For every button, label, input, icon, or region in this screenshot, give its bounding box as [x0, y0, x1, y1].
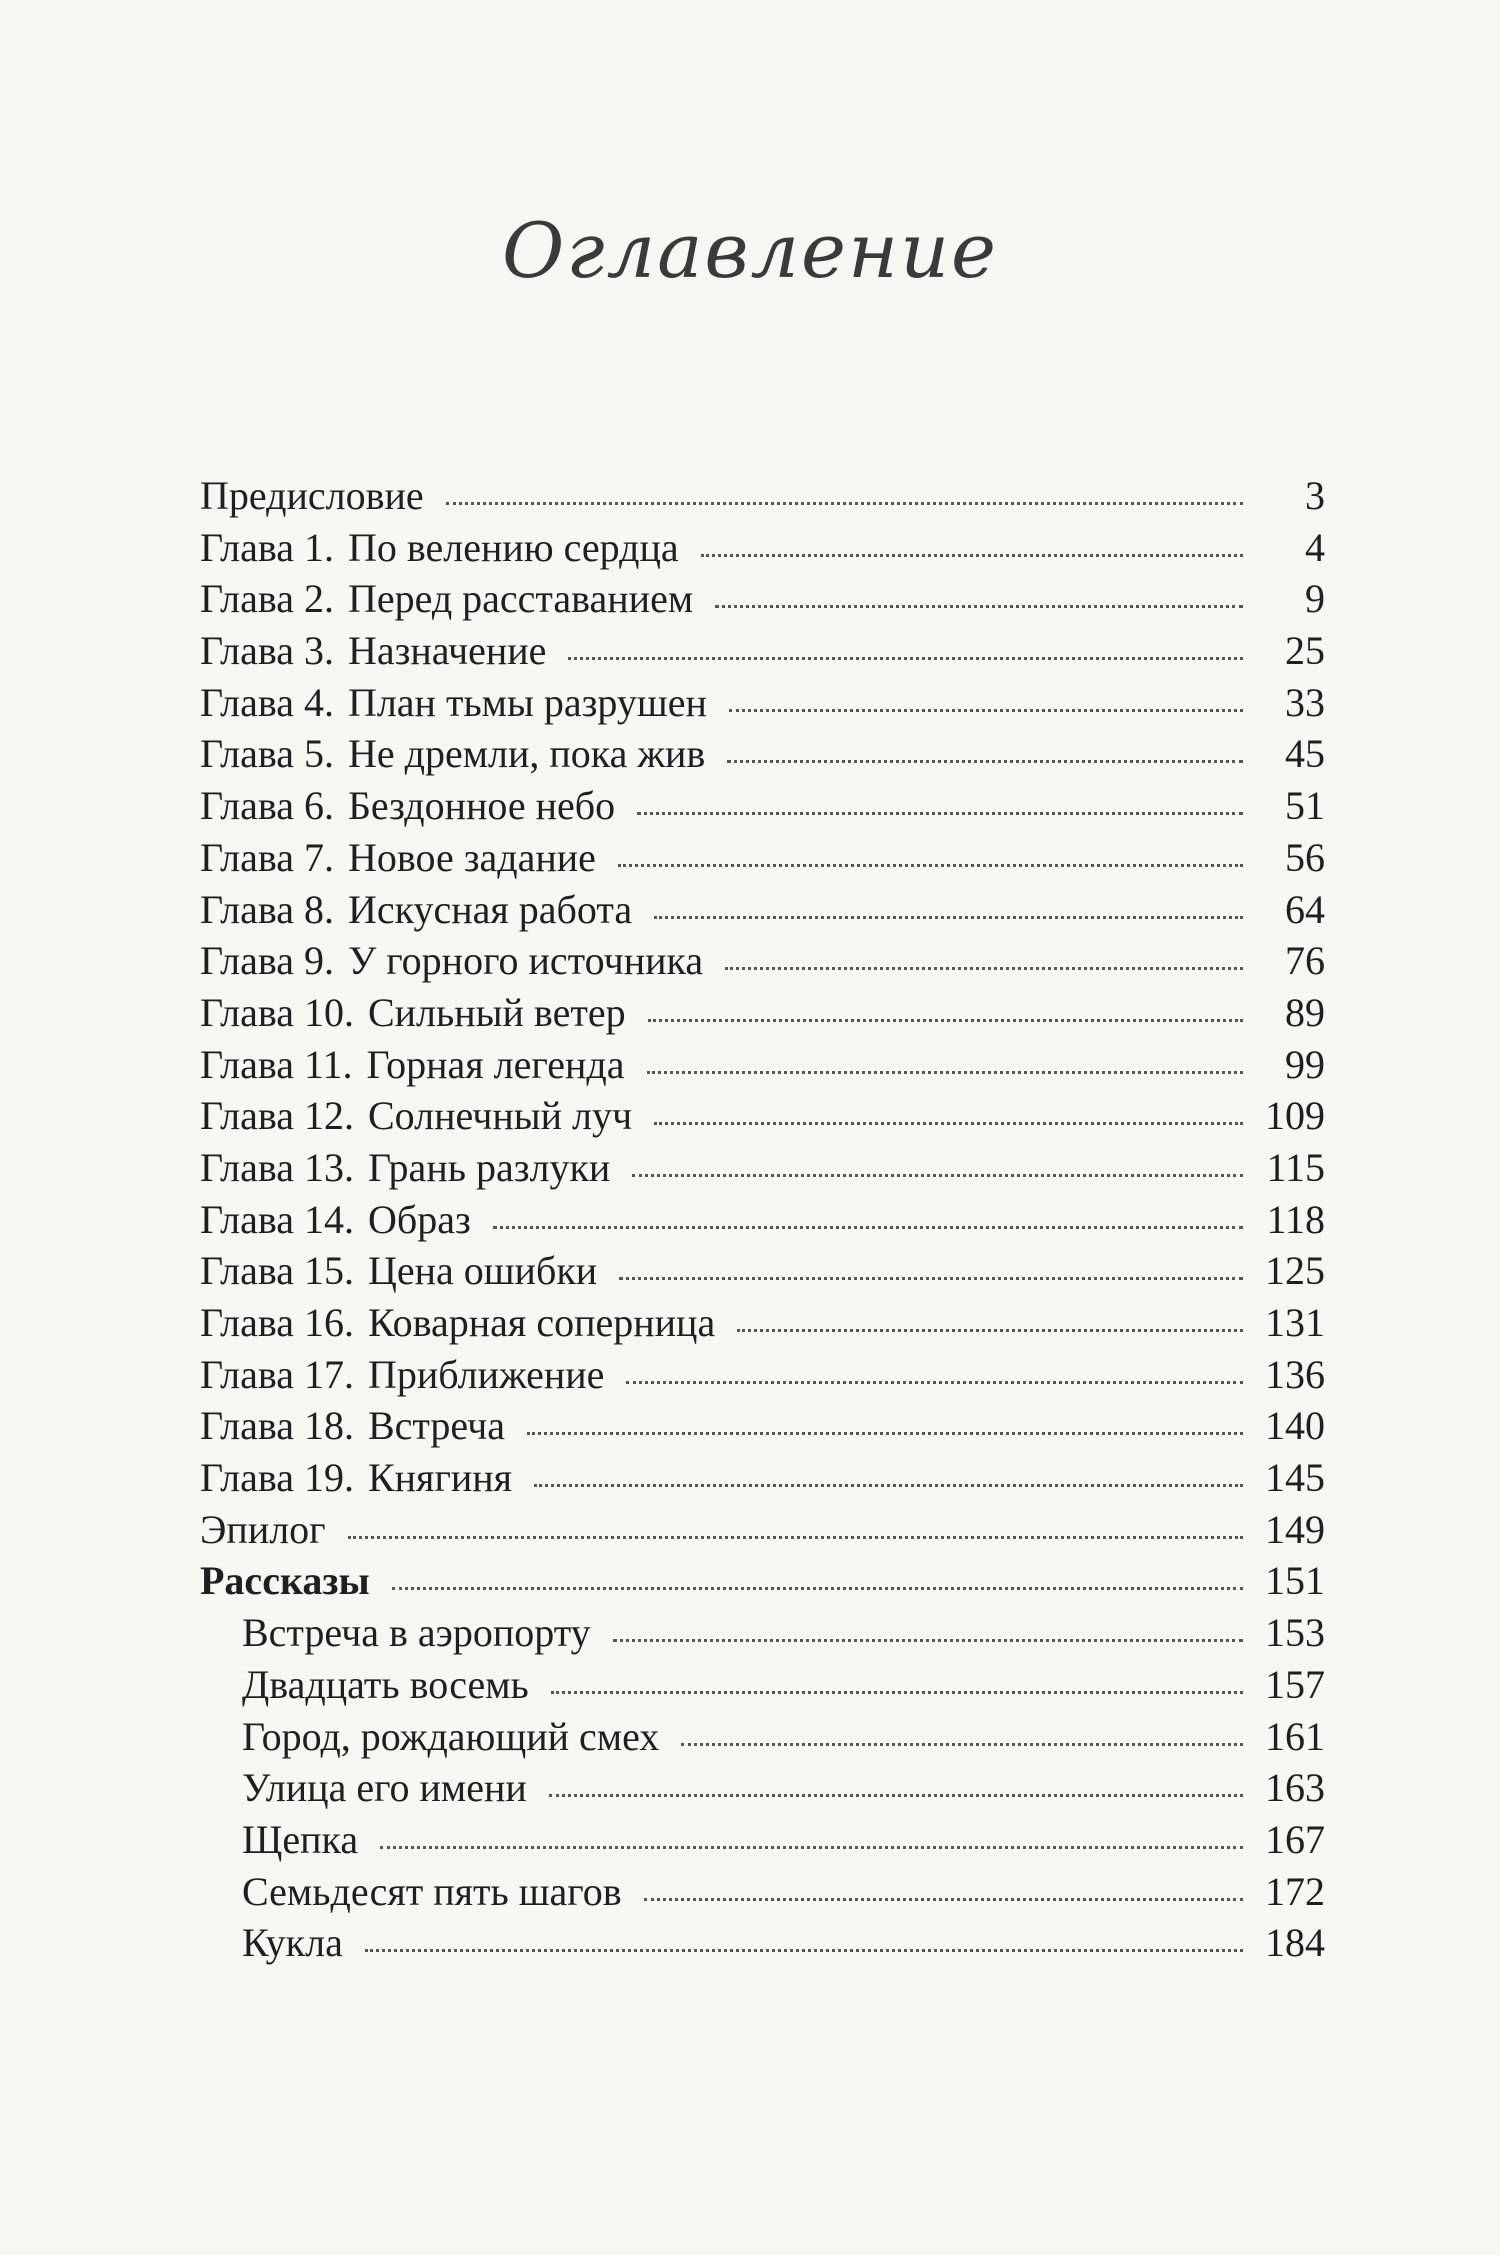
toc-entry: [200, 1297, 1325, 1349]
toc-entry-label: [200, 677, 707, 729]
chapter-number: Глава 12.: [200, 1093, 354, 1139]
dot-leader: [534, 1484, 1243, 1487]
chapter-number: Глава 8.: [200, 886, 334, 932]
toc-entry-title: Двадцать восемь: [242, 1661, 529, 1707]
toc-entry-title: Грань разлуки: [367, 1144, 611, 1190]
dot-leader: [701, 554, 1243, 557]
toc-entry-title: Приближение: [367, 1351, 605, 1397]
toc-page-number: 56: [1285, 834, 1325, 880]
dot-leader: [348, 1536, 1243, 1539]
toc-entry-title: Не дремли, пока жив: [347, 731, 706, 777]
dot-leader: [568, 657, 1243, 660]
dot-leader: [618, 864, 1243, 867]
chapter-number: Глава 11.: [200, 1041, 353, 1087]
toc-entry-label: [200, 1039, 625, 1091]
toc-entry-label: [200, 884, 632, 936]
chapter-number: Глава 3.: [200, 628, 334, 674]
toc-page-number: 157: [1265, 1661, 1325, 1707]
toc-entry-title: Горная легенда: [366, 1041, 625, 1087]
toc-page-number: 153: [1265, 1610, 1325, 1656]
toc-section-heading: [200, 1555, 1325, 1607]
toc-entry-title: Образ: [367, 1196, 471, 1242]
toc-page-number: 76: [1285, 938, 1325, 984]
dot-leader: [613, 1639, 1243, 1642]
toc-entry-label: [200, 935, 703, 987]
toc-entry: [200, 1090, 1325, 1142]
chapter-number: Глава 2.: [200, 576, 334, 622]
toc-page-number: 140: [1265, 1403, 1325, 1449]
toc-page-number: 118: [1266, 1196, 1325, 1242]
toc-entry: [200, 1039, 1325, 1091]
toc-page-number: 9: [1305, 576, 1325, 622]
toc-entry: [200, 780, 1325, 832]
toc-entry-label: [200, 1400, 505, 1452]
toc-entry: [200, 573, 1325, 625]
chapter-number: Глава 15.: [200, 1248, 354, 1294]
toc-entry-label: [242, 1814, 358, 1866]
chapter-number: Глава 14.: [200, 1196, 354, 1242]
dot-leader: [365, 1949, 1243, 1952]
dot-leader: [632, 1174, 1243, 1177]
toc-page-number: 3: [1305, 473, 1325, 518]
toc-entry-title: Коварная соперница: [367, 1300, 716, 1345]
toc-entry: [200, 728, 1325, 780]
toc-page-number: 64: [1285, 886, 1325, 932]
toc-entry-label: [242, 1711, 659, 1763]
toc-entry-title: Встреча в аэропорту: [242, 1610, 591, 1656]
toc-entry-label: [242, 1917, 343, 1969]
toc-story-entry: [200, 1866, 1325, 1918]
toc-entry-label: [200, 1090, 632, 1142]
toc-entry: [200, 1504, 1325, 1556]
dot-leader: [715, 605, 1243, 608]
toc-entry-label: [200, 987, 626, 1039]
toc-entry-label: [242, 1607, 591, 1659]
toc-entry-title: Рассказы: [200, 1558, 370, 1604]
dot-leader: [493, 1226, 1243, 1229]
toc-page-number: 25: [1285, 628, 1325, 674]
toc-page-number: 51: [1285, 783, 1325, 829]
toc-entry: [200, 470, 1325, 522]
toc-entry-title: Эпилог: [200, 1506, 326, 1552]
dot-leader: [727, 760, 1243, 763]
toc-entry-label: [200, 1504, 326, 1556]
toc-entry-label: [200, 522, 679, 574]
toc-page-number: 163: [1265, 1765, 1325, 1811]
toc-entry: [200, 625, 1325, 677]
toc-entry-title: Кукла: [242, 1920, 343, 1966]
toc-entry-title: Перед расставанием: [347, 576, 694, 622]
toc-entry-title: Сильный ветер: [367, 989, 626, 1035]
dot-leader: [725, 967, 1243, 970]
toc-entry-title: Город, рождающий смех: [242, 1713, 660, 1759]
toc-entry: [200, 935, 1325, 987]
toc-page-number: 136: [1265, 1351, 1325, 1397]
dot-leader: [647, 1071, 1244, 1074]
toc-entry-label: [242, 1659, 529, 1711]
dot-leader: [644, 1898, 1243, 1901]
table-of-contents: [200, 470, 1325, 1969]
dot-leader: [527, 1432, 1243, 1435]
toc-page-number: 125: [1265, 1248, 1325, 1294]
chapter-number: Глава 7.: [200, 834, 334, 880]
toc-entry: [200, 987, 1325, 1039]
dot-leader: [551, 1691, 1243, 1694]
toc-entry-label: [242, 1866, 622, 1918]
chapter-number: Глава 16.: [200, 1300, 354, 1345]
chapter-number: Глава 17.: [200, 1351, 354, 1397]
chapter-number: Глава 1.: [200, 524, 334, 570]
page-title: Оглавление: [501, 206, 998, 295]
toc-story-entry: [200, 1711, 1325, 1763]
toc-entry-label: [200, 1245, 597, 1297]
toc-entry-title: Щепка: [242, 1816, 359, 1862]
dot-leader: [737, 1329, 1243, 1332]
toc-entry-title: Цена ошибки: [367, 1248, 598, 1294]
toc-entry-title: У горного источника: [347, 938, 704, 984]
toc-story-entry: [200, 1917, 1325, 1969]
toc-page-number: 151: [1265, 1558, 1325, 1604]
toc-entry-title: Новое задание: [347, 834, 596, 880]
toc-page-number: 167: [1265, 1816, 1325, 1862]
toc-entry-title: План тьмы разрушен: [347, 679, 707, 725]
toc-page-number: 172: [1265, 1868, 1325, 1914]
toc-entry: [200, 1194, 1325, 1246]
toc-entry-title: По велению сердца: [347, 524, 679, 570]
dot-leader: [549, 1794, 1243, 1797]
toc-entry-label: [242, 1762, 527, 1814]
chapter-number: Глава 18.: [200, 1403, 354, 1449]
toc-entry: [200, 677, 1325, 729]
chapter-number: Глава 19.: [200, 1455, 354, 1501]
dot-leader: [648, 1019, 1243, 1022]
dot-leader: [619, 1277, 1243, 1280]
toc-entry-label: [200, 1555, 370, 1607]
toc-story-entry: [200, 1659, 1325, 1711]
toc-page-number: 131: [1265, 1300, 1325, 1345]
toc-page-number: 149: [1265, 1506, 1325, 1552]
toc-page-number: 109: [1265, 1093, 1325, 1139]
toc-page-number: 115: [1266, 1144, 1325, 1190]
toc-page-number: 145: [1265, 1455, 1325, 1501]
chapter-number: Глава 13.: [200, 1144, 354, 1190]
toc-entry-title: Солнечный луч: [367, 1093, 633, 1139]
chapter-number: Глава 10.: [200, 989, 354, 1035]
toc-story-entry: [200, 1762, 1325, 1814]
dot-leader: [392, 1587, 1243, 1590]
toc-entry: [200, 1245, 1325, 1297]
toc-entry-title: Назначение: [347, 628, 547, 674]
dot-leader: [654, 1122, 1243, 1125]
toc-page-number: 161: [1265, 1713, 1325, 1759]
toc-entry-title: Искусная работа: [347, 886, 633, 932]
toc-entry-title: Семьдесят пять шагов: [242, 1868, 622, 1914]
toc-entry-title: Улица его имени: [242, 1765, 527, 1811]
dot-leader: [626, 1381, 1243, 1384]
toc-entry-label: [200, 470, 424, 522]
toc-entry-label: [200, 832, 596, 884]
toc-entry-label: [200, 1297, 715, 1349]
chapter-number: Глава 4.: [200, 679, 334, 725]
toc-page-number: 33: [1285, 679, 1325, 725]
dot-leader: [681, 1743, 1243, 1746]
toc-entry: [200, 1349, 1325, 1401]
toc-entry-label: [200, 625, 546, 677]
toc-page-number: 99: [1285, 1041, 1325, 1087]
toc-story-entry: [200, 1607, 1325, 1659]
toc-story-entry: [200, 1814, 1325, 1866]
toc-entry-title: Княгиня: [367, 1455, 513, 1501]
toc-entry-label: [200, 1349, 604, 1401]
toc-entry-title: Предисловие: [200, 473, 424, 518]
toc-entry-label: [200, 573, 693, 625]
toc-entry: [200, 1400, 1325, 1452]
toc-page-number: 45: [1285, 731, 1325, 777]
chapter-number: Глава 5.: [200, 731, 334, 777]
toc-entry: [200, 1452, 1325, 1504]
dot-leader: [446, 502, 1243, 505]
dot-leader: [654, 916, 1243, 919]
chapter-number: Глава 9.: [200, 938, 334, 984]
toc-entry-title: Бездонное небо: [347, 783, 616, 829]
toc-entry-title: Встреча: [367, 1403, 505, 1449]
toc-entry-label: [200, 728, 705, 780]
toc-entry: [200, 832, 1325, 884]
toc-entry-label: [200, 780, 615, 832]
toc-entry: [200, 884, 1325, 936]
toc-page-number: 89: [1285, 989, 1325, 1035]
toc-entry-label: [200, 1142, 610, 1194]
toc-page-number: 184: [1265, 1920, 1325, 1966]
dot-leader: [380, 1846, 1243, 1849]
toc-entry-label: [200, 1194, 471, 1246]
toc-entry-label: [200, 1452, 512, 1504]
dot-leader: [729, 709, 1243, 712]
toc-entry: [200, 522, 1325, 574]
toc-page-number: 4: [1305, 524, 1325, 570]
toc-entry: [200, 1142, 1325, 1194]
dot-leader: [637, 812, 1243, 815]
chapter-number: Глава 6.: [200, 783, 334, 829]
